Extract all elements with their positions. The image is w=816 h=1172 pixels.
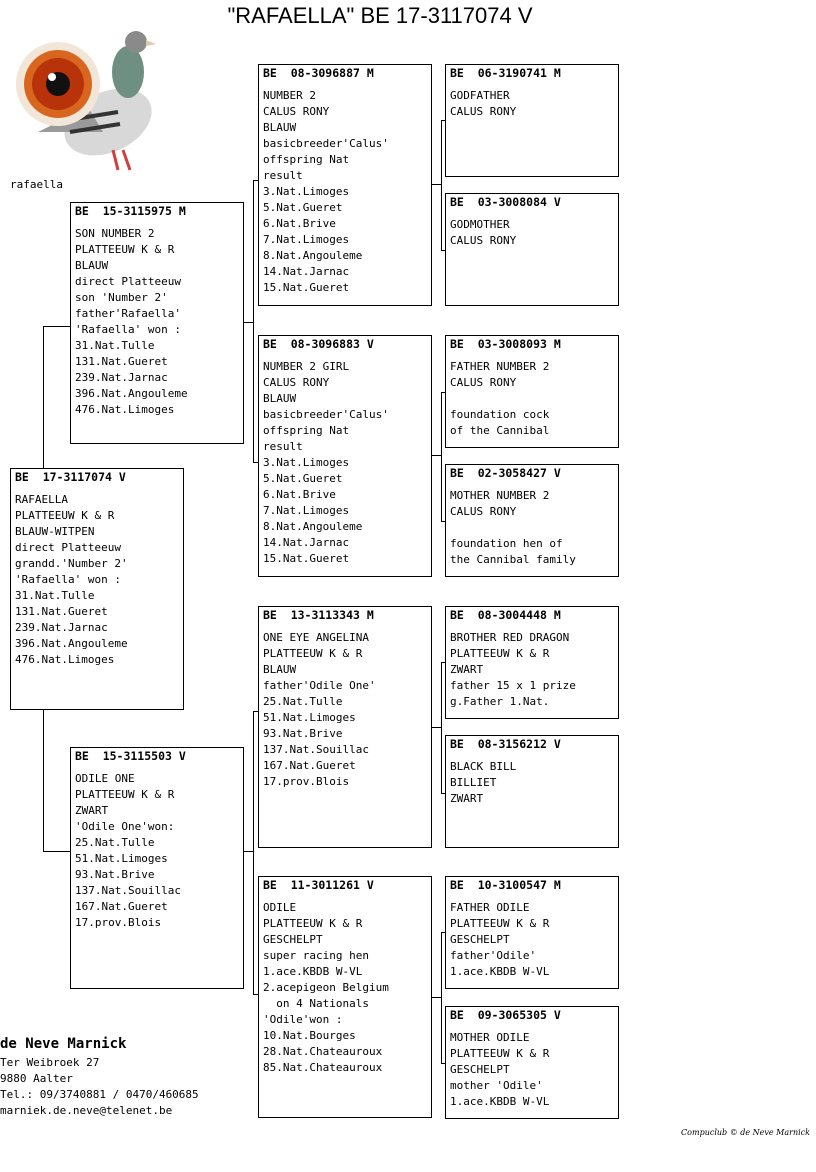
pedigree-line: foundation cock	[450, 408, 550, 421]
ring-number: BE 02-3058427 V	[450, 466, 561, 480]
pedigree-line: 51.Nat.Limoges	[75, 852, 168, 865]
pedigree-box-mother	[70, 747, 244, 989]
pedigree-line: 1.ace.KBDB W-VL	[450, 1095, 550, 1108]
pedigree-line: NUMBER 2 GIRL	[263, 360, 350, 373]
breeder-email: marniek.de.neve@telenet.be	[0, 1104, 173, 1117]
pedigree-line: direct Platteeuw	[15, 541, 121, 554]
pedigree-line: GESCHELPT	[450, 1063, 510, 1076]
connector-line	[431, 455, 441, 456]
pedigree-line	[450, 391, 618, 407]
footer-copyright: Compuclub © de Neve Marnick	[681, 1128, 810, 1137]
connector-line	[43, 326, 70, 327]
pedigree-line: 239.Nat.Jarnac	[75, 371, 168, 384]
pedigree-line: son 'Number 2'	[75, 291, 168, 304]
ring-number: BE 15-3115503 V	[75, 749, 186, 763]
pedigree-box-fmm	[445, 464, 619, 577]
ring-number: BE 08-3096887 M	[263, 66, 374, 80]
pedigree-line: PLATTEEUW K & R	[263, 917, 363, 930]
connector-line	[431, 727, 441, 728]
pedigree-line: MOTHER ODILE	[450, 1031, 530, 1044]
pedigree-line: CALUS RONY	[450, 376, 517, 389]
bird-caption: rafaella	[10, 178, 63, 191]
pedigree-line: direct Platteeuw	[75, 275, 181, 288]
breeder-address: Ter Weibroek 27	[0, 1056, 100, 1069]
pedigree-line: FATHER ODILE	[450, 901, 530, 914]
connector-line	[253, 180, 254, 462]
pedigree-line: BLACK BILL	[450, 760, 517, 773]
pedigree-line: foundation hen of	[450, 537, 563, 550]
pedigree-line: GODFATHER	[450, 89, 510, 102]
pedigree-line: 167.Nat.Gueret	[263, 759, 356, 772]
ring-number: BE 17-3117074 V	[15, 470, 126, 484]
ring-number: BE 15-3115975 M	[75, 204, 186, 218]
pedigree-box-mff	[445, 606, 619, 719]
pedigree-line: 17.prov.Blois	[263, 775, 350, 788]
connector-line	[43, 709, 44, 851]
pedigree-line: 1.ace.KBDB W-VL	[263, 965, 363, 978]
pedigree-line: 2.acepigeon Belgium	[263, 981, 389, 994]
connector-line	[43, 851, 70, 852]
pedigree-line: grandd.'Number 2'	[15, 557, 128, 570]
pedigree-line: ZWART	[75, 804, 109, 817]
pedigree-line: mother 'Odile'	[450, 1079, 543, 1092]
connector-line	[243, 851, 253, 852]
ring-number: BE 03-3008084 V	[450, 195, 561, 209]
pedigree-line: ODILE ONE	[75, 772, 135, 785]
pedigree-line: CALUS RONY	[263, 376, 330, 389]
pedigree-box-mmm	[445, 1006, 619, 1119]
ring-number: BE 13-3113343 M	[263, 608, 374, 622]
pedigree-line: 31.Nat.Tulle	[75, 339, 155, 352]
pedigree-line: BILLIET	[450, 776, 497, 789]
pedigree-line: 239.Nat.Jarnac	[15, 621, 108, 634]
pedigree-line: super racing hen	[263, 949, 369, 962]
pedigree-line: BROTHER RED DRAGON	[450, 631, 570, 644]
pedigree-box-father-mother	[258, 335, 432, 577]
pedigree-line: result	[263, 169, 303, 182]
connector-line	[441, 662, 442, 793]
pedigree-box-self	[10, 468, 184, 710]
pedigree-line: 14.Nat.Jarnac	[263, 265, 350, 278]
pedigree-line: 'Odile'won :	[263, 1013, 343, 1026]
pedigree-line: offspring Nat	[263, 153, 350, 166]
pedigree-line: 93.Nat.Brive	[75, 868, 155, 881]
connector-line	[253, 711, 254, 994]
pedigree-line: 15.Nat.Gueret	[263, 552, 350, 565]
connector-line	[431, 997, 441, 998]
pedigree-line: 476.Nat.Limoges	[75, 403, 175, 416]
pedigree-line: BLAUW	[263, 392, 297, 405]
pedigree-line: ZWART	[450, 792, 484, 805]
ring-number: BE 08-3004448 M	[450, 608, 561, 622]
pigeon-eye-image	[8, 22, 158, 174]
pedigree-line: 8.Nat.Angouleme	[263, 520, 363, 533]
pedigree-line: 25.Nat.Tulle	[263, 695, 343, 708]
pedigree-line: 476.Nat.Limoges	[15, 653, 115, 666]
ring-number: BE 03-3008093 M	[450, 337, 561, 351]
ring-number: BE 11-3011261 V	[263, 878, 374, 892]
pedigree-line: of the Cannibal	[450, 424, 550, 437]
pedigree-box-mother-father	[258, 606, 432, 848]
pedigree-box-mmf	[445, 876, 619, 989]
page-title: "RAFAELLA" BE 17-3117074 V	[227, 3, 533, 28]
pedigree-line: 'Rafaella' won :	[75, 323, 181, 336]
pedigree-line: FATHER NUMBER 2	[450, 360, 550, 373]
pedigree-line: g.Father 1.Nat.	[450, 695, 550, 708]
pedigree-line: 15.Nat.Gueret	[263, 281, 350, 294]
pedigree-line: CALUS RONY	[450, 105, 517, 118]
pedigree-line: CALUS RONY	[450, 234, 517, 247]
pedigree-line: father 15 x 1 prize	[450, 679, 576, 692]
ring-number: BE 08-3156212 V	[450, 737, 561, 751]
pedigree-line: 31.Nat.Tulle	[15, 589, 95, 602]
pedigree-line: 28.Nat.Chateauroux	[263, 1045, 383, 1058]
pedigree-line: the Cannibal family	[450, 553, 576, 566]
pedigree-line: 5.Nat.Gueret	[263, 201, 343, 214]
pedigree-line: 3.Nat.Limoges	[263, 185, 350, 198]
pedigree-line: result	[263, 440, 303, 453]
pedigree-box-father-father	[258, 64, 432, 306]
pedigree-line: PLATTEEUW K & R	[450, 647, 550, 660]
pedigree-line: 'Rafaella' won :	[15, 573, 121, 586]
pedigree-line: 10.Nat.Bourges	[263, 1029, 356, 1042]
pedigree-line: 14.Nat.Jarnac	[263, 536, 350, 549]
connector-line	[43, 326, 44, 468]
pedigree-line: 131.Nat.Gueret	[75, 355, 168, 368]
pedigree-line: GESCHELPT	[450, 933, 510, 946]
connector-line	[243, 322, 253, 323]
pedigree-line: 131.Nat.Gueret	[15, 605, 108, 618]
pedigree-line: 85.Nat.Chateauroux	[263, 1061, 383, 1074]
pedigree-line: RAFAELLA	[15, 493, 68, 506]
pedigree-line: PLATTEEUW K & R	[75, 788, 175, 801]
pedigree-line: ONE EYE ANGELINA	[263, 631, 369, 644]
pedigree-line: 396.Nat.Angouleme	[15, 637, 128, 650]
pedigree-line: SON NUMBER 2	[75, 227, 155, 240]
breeder-city: 9880 Aalter	[0, 1072, 73, 1085]
connector-line	[441, 120, 442, 250]
pedigree-line: BLAUW	[263, 663, 297, 676]
pedigree-line: on 4 Nationals	[263, 997, 369, 1010]
pedigree-line: PLATTEEUW K & R	[450, 917, 550, 930]
pedigree-line: 6.Nat.Brive	[263, 217, 336, 230]
pedigree-box-mother-mother	[258, 876, 432, 1118]
ring-number: BE 08-3096883 V	[263, 337, 374, 351]
pedigree-line: 8.Nat.Angouleme	[263, 249, 363, 262]
pedigree-box-mfm	[445, 735, 619, 848]
pedigree-line: 93.Nat.Brive	[263, 727, 343, 740]
breeder-phone: Tel.: 09/3740881 / 0470/460685	[0, 1088, 199, 1101]
pedigree-line: CALUS RONY	[263, 105, 330, 118]
pedigree-line: PLATTEEUW K & R	[263, 647, 363, 660]
pedigree-line: PLATTEEUW K & R	[75, 243, 175, 256]
pedigree-line: father'Odile One'	[263, 679, 376, 692]
ring-number: BE 06-3190741 M	[450, 66, 561, 80]
ring-number: BE 09-3065305 V	[450, 1008, 561, 1022]
pedigree-box-father	[70, 202, 244, 444]
pedigree-line: 51.Nat.Limoges	[263, 711, 356, 724]
pedigree-line: 25.Nat.Tulle	[75, 836, 155, 849]
pedigree-line: PLATTEEUW K & R	[15, 509, 115, 522]
pedigree-line: 17.prov.Blois	[75, 916, 162, 929]
pedigree-line: basicbreeder'Calus'	[263, 408, 389, 421]
pedigree-line: 7.Nat.Limoges	[263, 233, 350, 246]
breeder-name: de Neve Marnick	[0, 1036, 127, 1052]
pedigree-line: MOTHER NUMBER 2	[450, 489, 550, 502]
pedigree-line: ODILE	[263, 901, 297, 914]
connector-line	[431, 184, 441, 185]
pedigree-line: BLAUW	[263, 121, 297, 134]
pedigree-line: GESCHELPT	[263, 933, 323, 946]
pedigree-line: 167.Nat.Gueret	[75, 900, 168, 913]
pedigree-line: CALUS RONY	[450, 505, 517, 518]
pedigree-line: father'Rafaella'	[75, 307, 181, 320]
pedigree-line: PLATTEEUW K & R	[450, 1047, 550, 1060]
pedigree-line: offspring Nat	[263, 424, 350, 437]
pedigree-line: 396.Nat.Angouleme	[75, 387, 188, 400]
pedigree-line: 'Odile One'won:	[75, 820, 175, 833]
pedigree-line: BLAUW-WITPEN	[15, 525, 95, 538]
pedigree-box-fff	[445, 64, 619, 177]
pedigree-box-fmf	[445, 335, 619, 448]
breeder-contact	[0, 1035, 199, 1119]
connector-line	[441, 392, 442, 521]
pedigree-line: GODMOTHER	[450, 218, 510, 231]
pedigree-line	[450, 520, 618, 536]
pedigree-line: NUMBER 2	[263, 89, 316, 102]
pedigree-box-ffm	[445, 193, 619, 306]
ring-number: BE 10-3100547 M	[450, 878, 561, 892]
pedigree-line: 137.Nat.Souillac	[263, 743, 369, 756]
pedigree-line: basicbreeder'Calus'	[263, 137, 389, 150]
pedigree-line: father'Odile'	[450, 949, 537, 962]
pedigree-line: 6.Nat.Brive	[263, 488, 336, 501]
pedigree-line: BLAUW	[75, 259, 109, 272]
pedigree-line: 5.Nat.Gueret	[263, 472, 343, 485]
pedigree-line: 7.Nat.Limoges	[263, 504, 350, 517]
connector-line	[441, 932, 442, 1063]
pedigree-line: ZWART	[450, 663, 484, 676]
pedigree-line: 1.ace.KBDB W-VL	[450, 965, 550, 978]
pedigree-line: 137.Nat.Souillac	[75, 884, 181, 897]
pedigree-line: 3.Nat.Limoges	[263, 456, 350, 469]
